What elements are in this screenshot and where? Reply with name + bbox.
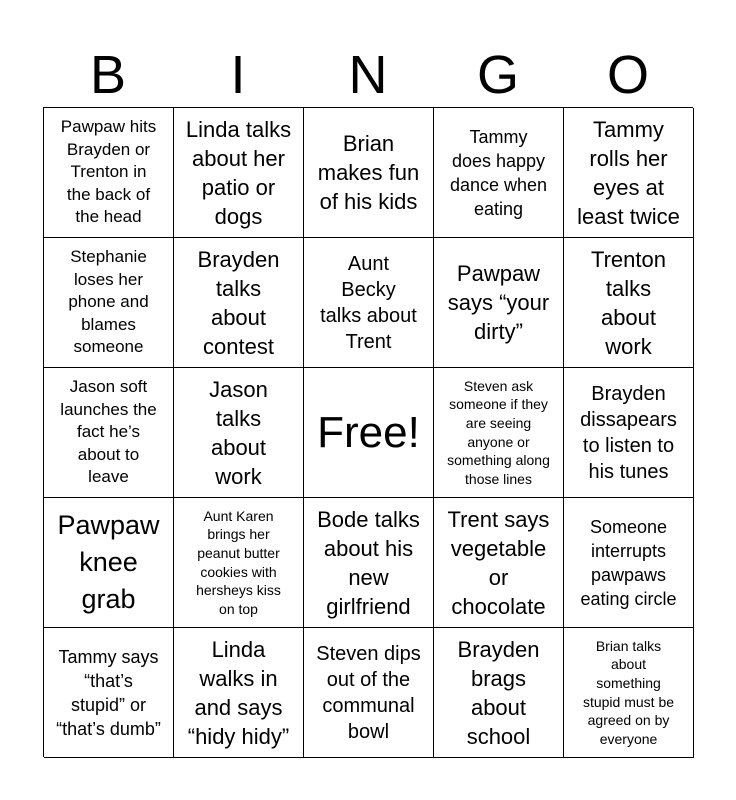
bingo-cell[interactable]	[44, 108, 174, 238]
free-space-text: Free!	[317, 407, 420, 457]
bingo-cell[interactable]	[174, 238, 304, 368]
cell-text: Linda talks about her patio or dogs	[185, 116, 292, 229]
cell-text: Brian talks about something stupid must be agreed on by everyone	[582, 637, 675, 747]
bingo-cell[interactable]	[44, 498, 174, 628]
cell-text: Tammy does happy dance when eating	[449, 126, 548, 219]
free-space-cell[interactable]	[304, 368, 434, 498]
bingo-cell[interactable]	[304, 628, 434, 758]
bingo-cell[interactable]	[564, 108, 694, 238]
cell-text: Steven ask someone if they are seeing anyone or something along those lines	[447, 377, 550, 487]
bingo-cell[interactable]	[174, 498, 304, 628]
bingo-cell[interactable]	[44, 238, 174, 368]
cell-text: Tammy says “that’s stupid” or “that’s dumb”	[56, 646, 161, 739]
cell-text: Brayden talks about contest	[197, 246, 280, 359]
bingo-cell[interactable]	[434, 108, 564, 238]
cell-text: Brian makes fun of his kids	[317, 131, 420, 214]
header-letter-g: G	[476, 45, 519, 105]
header-letter-b: B	[89, 45, 127, 105]
cell-text: Aunt Karen brings her peanut butter cookies with hersheys kiss on top	[196, 507, 281, 617]
cell-text: Bode talks about his new girlfriend	[317, 506, 420, 619]
bingo-cell[interactable]	[564, 238, 694, 368]
cell-text: Jason talks about work	[209, 376, 268, 489]
bingo-cell[interactable]	[434, 368, 564, 498]
cell-text: Jason soft launches the fact he’s about to leave	[60, 377, 157, 487]
bingo-cell[interactable]	[434, 628, 564, 758]
cell-text: Linda walks in and says “hidy hidy”	[187, 636, 290, 749]
cell-text: Stephanie loses her phone and blames someone	[68, 247, 149, 357]
bingo-board	[43, 107, 693, 757]
bingo-cell[interactable]	[564, 628, 694, 758]
cell-text: Brayden brags about school	[457, 636, 540, 749]
bingo-cell[interactable]	[304, 238, 434, 368]
cell-text: Pawpaw knee grab	[57, 510, 160, 614]
cell-text: Trent says vegetable or chocolate	[447, 506, 550, 619]
cell-text: Pawpaw hits Brayden or Trenton in the back of the head	[60, 117, 157, 227]
bingo-cell[interactable]	[44, 628, 174, 758]
cell-text: Someone interrupts pawpaws eating circle	[580, 516, 677, 609]
bingo-cell[interactable]	[174, 628, 304, 758]
cell-text: Pawpaw says “your dirty”	[447, 261, 550, 344]
cell-text: Aunt Becky talks about Trent	[320, 252, 417, 353]
bingo-header	[43, 44, 693, 106]
bingo-cell[interactable]	[44, 368, 174, 498]
bingo-cell[interactable]	[564, 498, 694, 628]
header-letter-n: N	[348, 45, 388, 105]
bingo-cell[interactable]	[564, 368, 694, 498]
cell-text: Trenton talks about work	[590, 246, 666, 359]
cell-text: Tammy rolls her eyes at least twice	[577, 116, 680, 229]
cell-text: Steven dips out of the communal bowl	[316, 642, 421, 743]
header-letter-i: I	[230, 45, 246, 105]
bingo-cell[interactable]	[434, 498, 564, 628]
bingo-cell[interactable]	[434, 238, 564, 368]
bingo-cell[interactable]	[304, 498, 434, 628]
bingo-cell[interactable]	[174, 368, 304, 498]
bingo-cell[interactable]	[174, 108, 304, 238]
bingo-cell[interactable]	[304, 108, 434, 238]
cell-text: Brayden dissapears to listen to his tunes	[580, 382, 677, 483]
header-letter-o: O	[606, 45, 649, 105]
